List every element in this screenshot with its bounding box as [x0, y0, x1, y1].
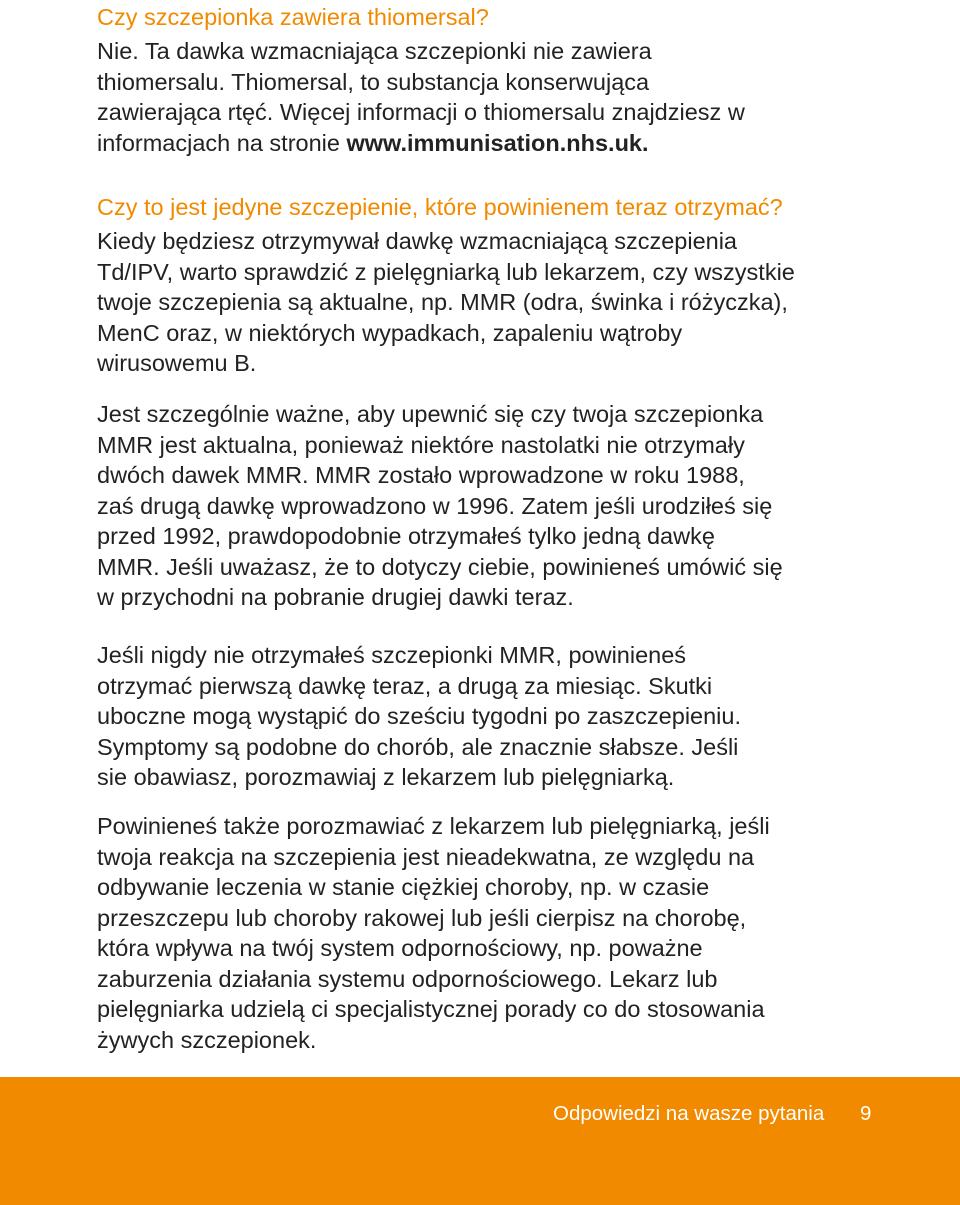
immunisation-link[interactable]: www.immunisation.nhs.uk.	[346, 129, 649, 156]
text-line: twoje szczepienia są aktualne, np. MMR (odra, świnka i różyczka),	[97, 289, 788, 315]
paragraph-mmr-never-received	[97, 640, 741, 793]
text-line: Nie. Ta dawka wzmacniająca szczepionki nie zawiera	[97, 38, 652, 64]
text-line: MMR. Jeśli uważasz, że to dotyczy ciebie, powinieneś umówić się	[97, 553, 783, 580]
page-footer	[0, 1077, 960, 1205]
section-heading-thiomersal: Czy szczepionka zawiera thiomersal?	[97, 4, 489, 30]
paragraph-mmr-important	[97, 399, 783, 613]
paragraph-talk-to-doctor	[97, 811, 770, 1055]
text-line	[97, 128, 745, 159]
text-line: Powinieneś także porozmawiać z lekarzem lub pielęgniarką, jeśli	[97, 813, 770, 839]
paragraph-thiomersal	[97, 36, 745, 158]
text-line: Td/IPV, warto sprawdzić z pielęgniarką lub lekarzem, czy wszystkie	[97, 258, 795, 285]
text-line: dwóch dawek MMR. MMR zostało wprowadzone w roku 1988,	[97, 462, 745, 488]
text-line: Jest szczególnie ważne, aby upewnić się czy twoja szczepionka	[97, 401, 764, 427]
text-line: wirusowemu B.	[97, 350, 257, 376]
text-line: sie obawiasz, porozmawiaj z lekarzem lub pielęgniarką.	[97, 764, 675, 790]
text-line: zawierająca rtęć. Więcej informacji o thiomersalu znajdziesz w	[97, 99, 745, 125]
text-line: w przychodni na pobranie drugiej dawki teraz.	[97, 584, 574, 610]
text-line: przeszczepu lub choroby rakowej lub jeśli cierpisz na chorobę,	[97, 904, 747, 931]
section-heading-other-vaccines: Czy to jest jedyne szczepienie, które powinienem teraz otrzymać?	[97, 194, 783, 220]
footer-title: Odpowiedzi na wasze pytania	[553, 1102, 825, 1125]
text-line: Kiedy będziesz otrzymywał dawkę wzmacniającą szczepienia	[97, 228, 737, 254]
text-line: uboczne mogą wystąpić do sześciu tygodni po zaszczepieniu.	[97, 703, 742, 729]
page-number: 9	[860, 1102, 872, 1125]
text-line: zaburzenia działania systemu odpornościowego. Lekarz lub	[97, 965, 718, 992]
text-line: Symptomy są podobne do chorób, ale znacznie słabsze. Jeśli	[97, 733, 739, 760]
text-line: otrzymać pierwszą dawkę teraz, a drugą za miesiąc. Skutki	[97, 672, 713, 699]
text-line: zaś drugą dawkę wprowadzono w 1996. Zatem jeśli urodziłeś się	[97, 492, 773, 519]
paragraph-check-vaccinations	[97, 226, 795, 379]
text-line: MMR jest aktualna, ponieważ niektóre nastolatki nie otrzymały	[97, 431, 745, 458]
text-line: żywych szczepionek.	[97, 1026, 317, 1053]
text-line: która wpływa na twój system odpornościowy, np. poważne	[97, 935, 703, 961]
text-line: pielęgniarka udzielą ci specjalistycznej porady co do stosowania	[97, 996, 765, 1022]
text-line-prefix: informacjach na stronie	[97, 129, 347, 156]
text-line: Jeśli nigdy nie otrzymałeś szczepionki MMR, powinieneś	[97, 642, 687, 668]
text-line: przed 1992, prawdopodobnie otrzymałeś tylko jedną dawkę	[97, 523, 715, 549]
text-line: MenC oraz, w niektórych wypadkach, zapaleniu wątroby	[97, 319, 683, 346]
text-line: thiomersalu. Thiomersal, to substancja konserwująca	[97, 68, 650, 95]
text-line: twoja reakcja na szczepienia jest nieadekwatna, ze względu na	[97, 843, 755, 870]
text-line: odbywanie leczenia w stanie ciężkiej choroby, np. w czasie	[97, 874, 710, 900]
